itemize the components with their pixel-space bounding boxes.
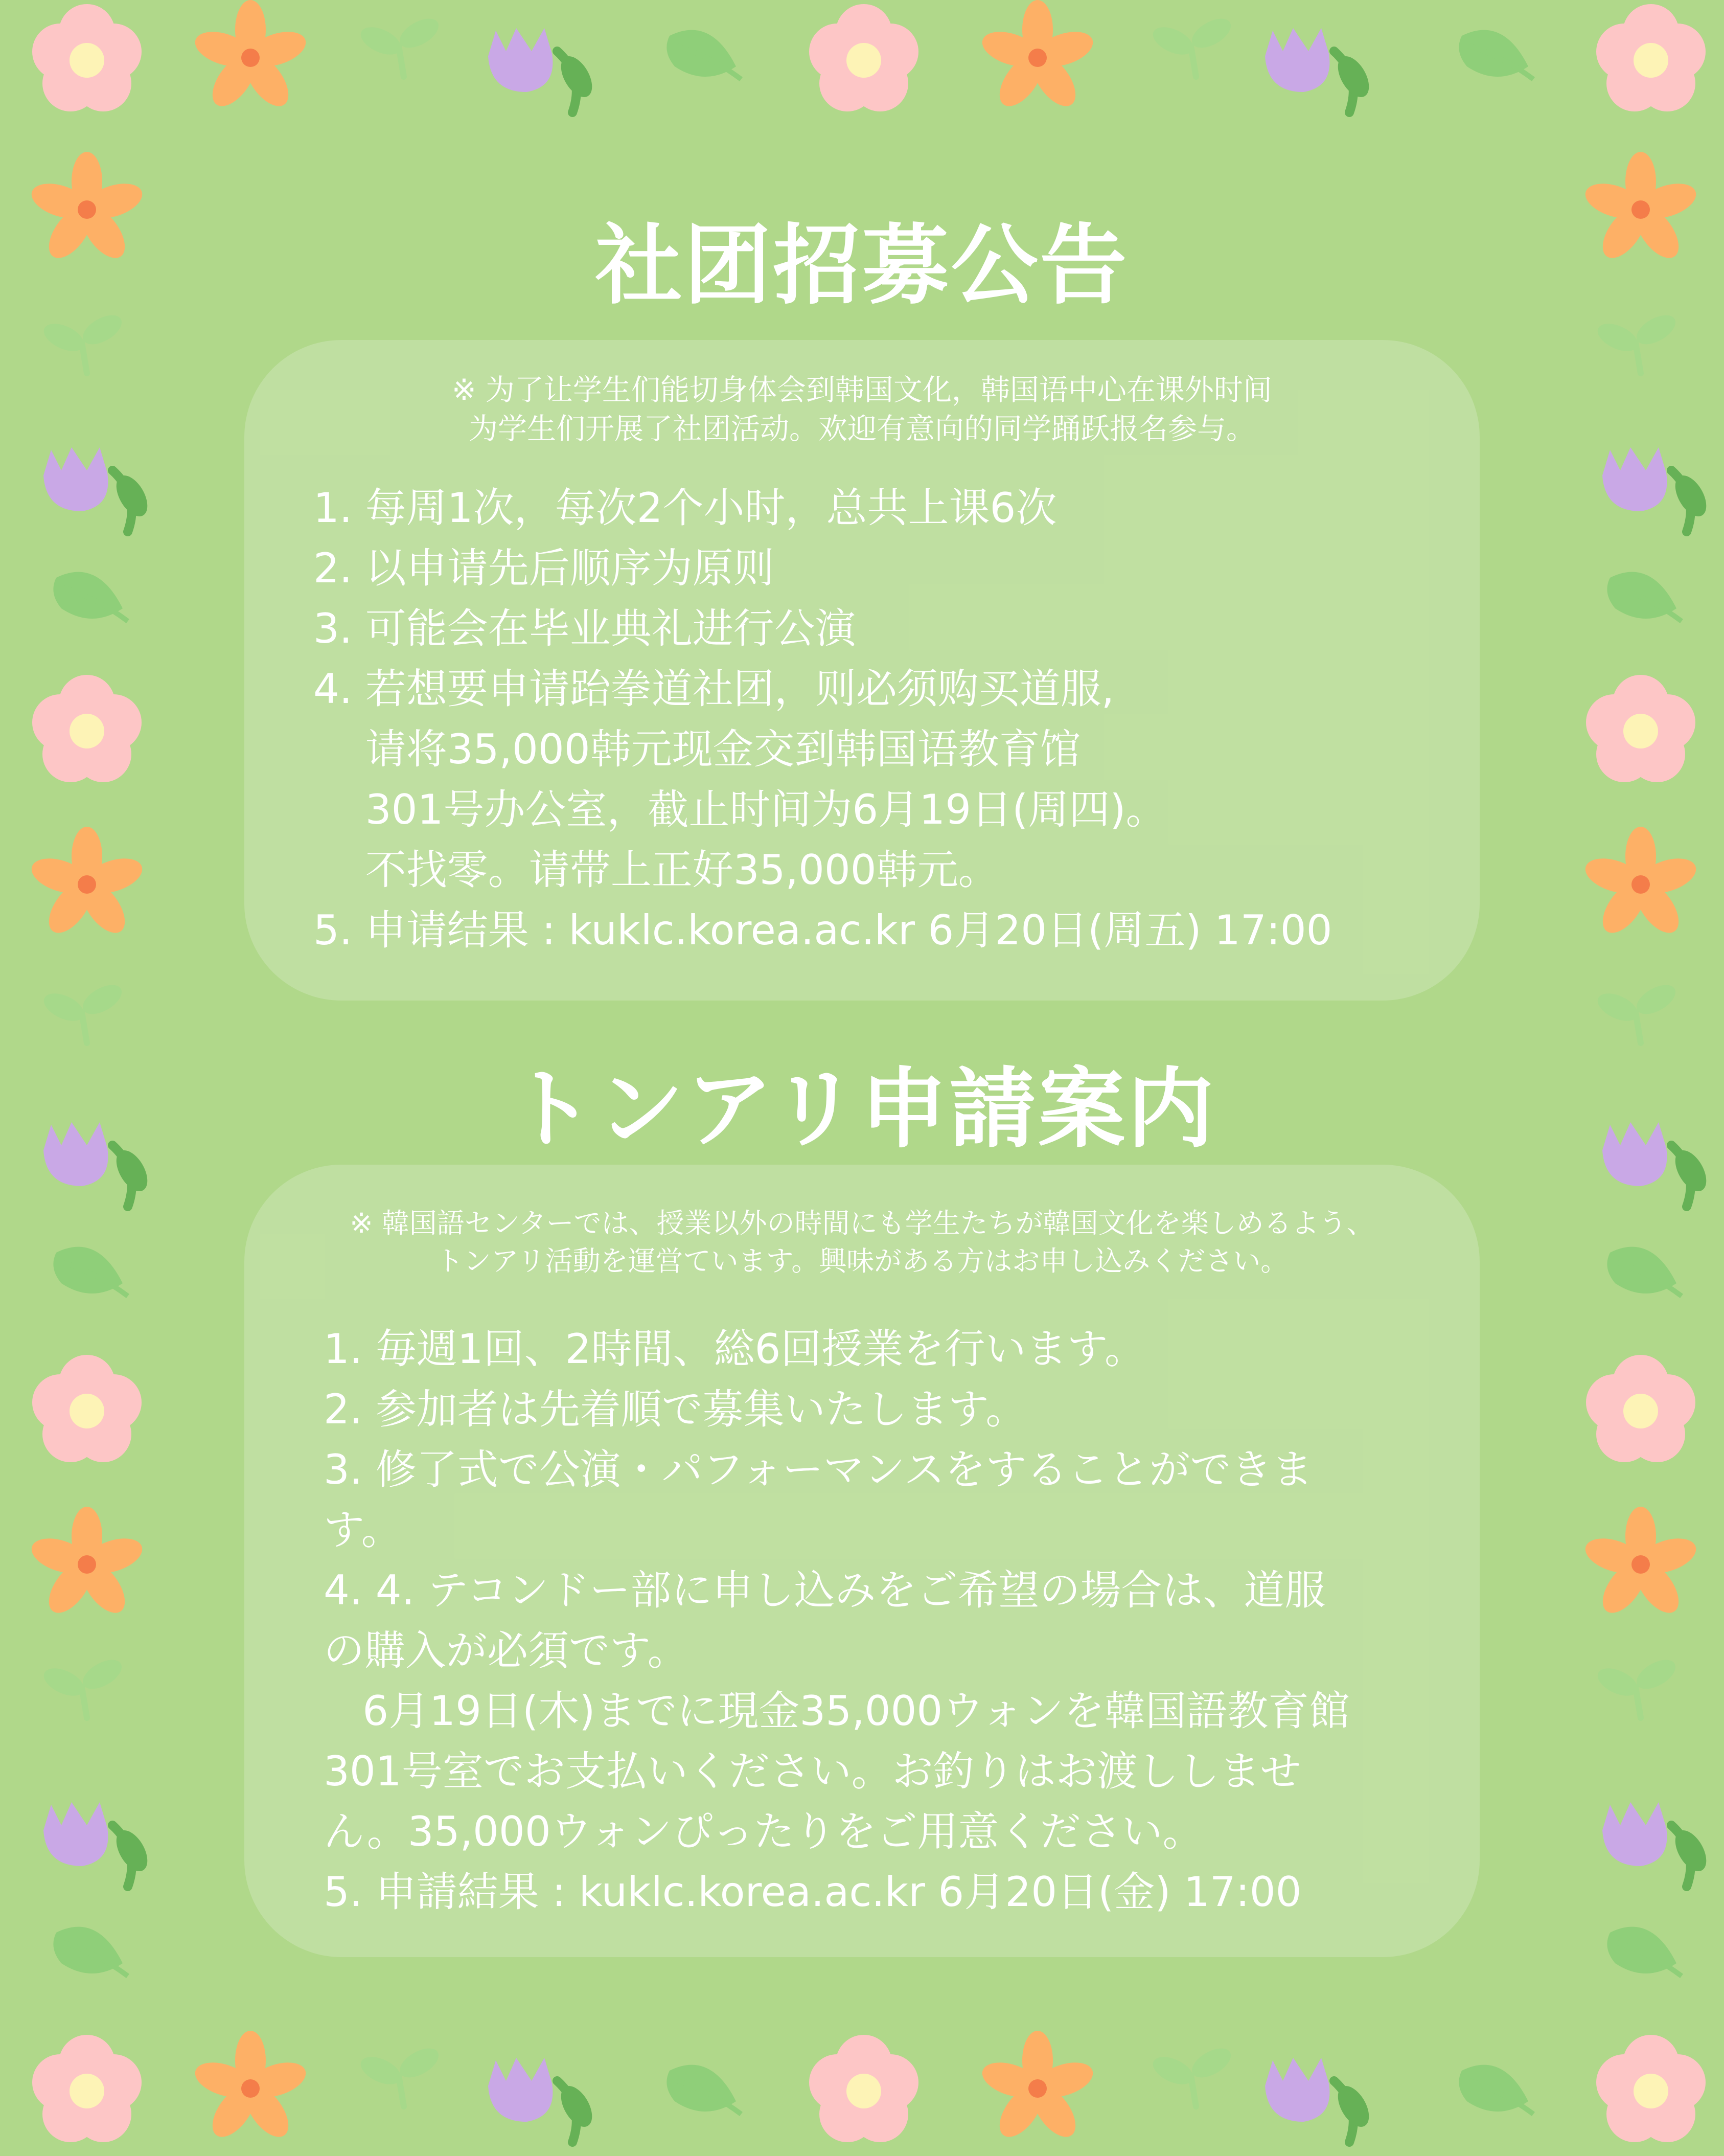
sprout-icon: [357, 13, 444, 77]
list-item: 3. 修了式で公演・パフォーマンスをすることができま: [324, 1446, 1313, 1493]
list-item: 不找零。请带上正好35,000韩元。: [313, 846, 999, 894]
tulip-icon: [1265, 2058, 1375, 2142]
orange-flower-icon: [1581, 827, 1700, 940]
orange-flower-icon: [978, 0, 1097, 114]
leaf-icon: [1607, 1927, 1682, 1976]
sprout-icon: [357, 2042, 444, 2106]
list-item: 请将35,000韩元现金交到韩国语教育馆: [313, 725, 1081, 773]
page-title-japanese: トンアリ申請案内: [508, 1059, 1216, 1160]
rules-list: [324, 1319, 1350, 1922]
list-item: 5. 申请结果 : kuklc.korea.ac.kr 6月20日(周五) 17:00: [313, 906, 1332, 954]
orange-flower-icon: [191, 0, 310, 114]
pink-flower-icon: [809, 2035, 918, 2142]
tulip-icon: [488, 2058, 599, 2142]
tulip-icon: [1265, 28, 1375, 112]
sprout-icon: [1594, 309, 1681, 373]
tulip-icon: [1602, 447, 1713, 532]
sprout-icon: [1149, 2042, 1236, 2106]
leaf-icon: [1607, 572, 1682, 621]
leaf-icon: [666, 2065, 741, 2114]
list-item: 2. 参加者は先着順で募集いたします。: [324, 1386, 1027, 1433]
pink-flower-icon: [32, 675, 142, 782]
leaf-icon: [1459, 2065, 1533, 2114]
sprout-icon: [1594, 1654, 1681, 1718]
intro-line: ※ 韓国語センターでは、授業以外の時間にも学生たちが韓国文化を楽しめるよう、: [350, 1207, 1374, 1239]
tulip-icon: [43, 1802, 154, 1887]
pink-flower-icon: [809, 4, 918, 111]
pink-flower-icon: [1586, 675, 1695, 782]
top-border-row: [32, 0, 1706, 114]
pink-flower-icon: [1586, 1355, 1695, 1462]
pink-flower-icon: [32, 1355, 142, 1462]
list-item: 1. 毎週1回、2時間、総6回授業を行います。: [324, 1325, 1146, 1373]
bottom-border-row: [32, 2031, 1706, 2144]
notice-card-japanese: [244, 1165, 1480, 1957]
sprout-icon: [40, 309, 127, 373]
orange-flower-icon: [978, 2031, 1097, 2144]
pink-flower-icon: [32, 2035, 142, 2142]
leaf-icon: [1607, 1247, 1682, 1296]
orange-flower-icon: [27, 827, 146, 940]
sprout-icon: [40, 979, 127, 1043]
list-item: 3. 可能会在毕业典礼进行公演: [313, 605, 856, 652]
pink-flower-icon: [1596, 2035, 1706, 2142]
leaf-icon: [1459, 30, 1533, 79]
leaf-icon: [666, 30, 741, 79]
sprout-icon: [40, 1654, 127, 1718]
leaf-icon: [53, 572, 128, 621]
list-item: 6月19日(木)までに現金35,000ウォンを韓国語教育館: [324, 1687, 1350, 1735]
list-item: 4. 4. テコンドー部に申し込みをご希望の場合は、道服: [324, 1567, 1326, 1614]
tulip-icon: [1602, 1802, 1713, 1887]
orange-flower-icon: [191, 2031, 310, 2144]
leaf-icon: [53, 1247, 128, 1296]
list-item: 301号办公室，截止时间为6月19日(周四)。: [313, 786, 1167, 833]
sprout-icon: [1149, 13, 1236, 77]
intro-line: 为学生们开展了社团活动。欢迎有意向的同学踊跃报名参与。: [469, 412, 1255, 446]
intro-note: [244, 1205, 1480, 1280]
intro-line: ※ 为了让学生们能切身体会到韩国文化，韩国语中心在课外时间: [452, 373, 1272, 407]
pink-flower-icon: [1596, 4, 1706, 111]
orange-flower-icon: [1581, 1507, 1700, 1620]
orange-flower-icon: [27, 1507, 146, 1620]
sprout-icon: [1594, 979, 1681, 1043]
list-item: の購入が必須です。: [324, 1627, 688, 1674]
list-item: 2. 以申请先后顺序为原则: [313, 544, 774, 592]
intro-note: [244, 371, 1480, 448]
list-item: 1. 每周1次，每次2个小时，总共上课6次: [313, 484, 1057, 532]
pink-flower-icon: [32, 4, 142, 111]
list-item: す。: [324, 1506, 402, 1554]
list-item: 5. 申請結果 : kuklc.korea.ac.kr 6月20日(金) 17:00: [324, 1868, 1302, 1916]
page-title-chinese: 社团招募公告: [595, 215, 1129, 316]
leaf-icon: [53, 1927, 128, 1976]
tulip-icon: [488, 28, 599, 112]
list-item: 301号室でお支払いください。お釣りはお渡ししませ: [324, 1748, 1301, 1795]
rules-list: [313, 478, 1332, 961]
list-item: 4. 若想要申请跆拳道社团，则必须购买道服,: [313, 665, 1115, 713]
notice-card-chinese: [244, 340, 1480, 1001]
list-item: ん。35,000ウォンぴったりをご用意ください。: [324, 1808, 1204, 1855]
intro-line: トンアリ活動を運営ています。興味がある方はお申し込みください。: [435, 1245, 1289, 1277]
tulip-icon: [43, 447, 154, 532]
